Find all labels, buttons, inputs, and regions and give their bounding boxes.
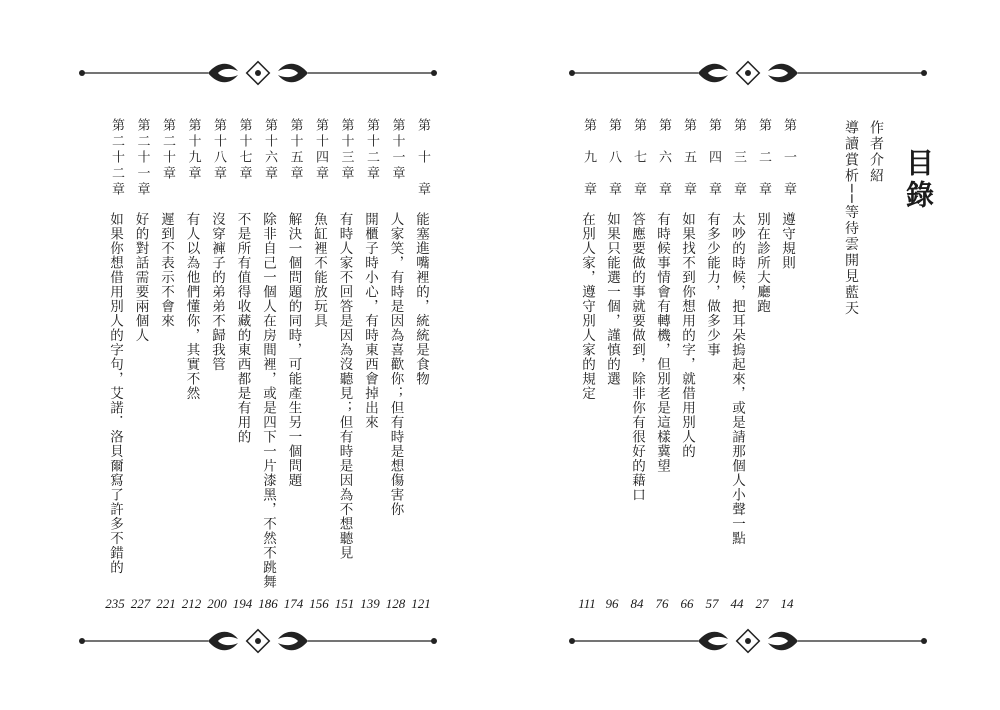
chapter-title: 除非自己一個人在房間裡，或是四下一片漆黑，不然不跳舞 — [260, 212, 276, 589]
page-number: 128 — [385, 596, 406, 611]
bottom-left-ornament — [78, 626, 438, 656]
page-number: 200 — [207, 596, 227, 611]
chapter-number: 第十二章 — [364, 118, 379, 182]
chapter-number: 第 六 章 — [656, 118, 671, 198]
reading-guide-link[interactable]: 導讀賞析──等待雲開見藍天 — [843, 120, 859, 317]
chapter-title: 有時人家不回答是因為沒聽見；但有時是因為不想聽見 — [336, 212, 353, 560]
page-number: 96 — [605, 596, 619, 611]
chapter-number: 第 七 章 — [631, 118, 646, 198]
chapter-number: 第二十二章 — [109, 118, 124, 198]
chapter-number: 第 三 章 — [731, 118, 746, 198]
chapter-title: 如果只能選一個，謹慎的選 — [604, 212, 620, 386]
page-number: 194 — [232, 596, 253, 611]
page-number: 111 — [578, 596, 596, 611]
page-number: 186 — [258, 596, 278, 611]
chapter-title: 在別人家，遵守別人家的規定 — [579, 212, 595, 401]
chapter-title: 有人以為他們懂你，其實不然 — [183, 212, 200, 401]
chapter-number: 第十六章 — [262, 118, 277, 182]
page-number: 66 — [680, 596, 694, 611]
chapter-title: 解決一個問題的同時，可能產生另一個問題 — [285, 212, 302, 488]
page-number: 44 — [730, 596, 744, 611]
chapter-title: 別在診所大廳跑 — [754, 212, 770, 314]
page-number: 227 — [130, 596, 151, 611]
chapter-number: 第 十 章 — [415, 118, 430, 198]
page-number: 139 — [360, 596, 380, 611]
chapter-title: 遵守規則 — [779, 212, 795, 270]
chapter-title: 太吵的時候，把耳朵摀起來，或是請那個人小聲一點 — [729, 212, 745, 546]
chapter-title: 沒穿褲子的弟弟不歸我管 — [209, 212, 225, 372]
author-intro-link[interactable]: 作者介紹 — [868, 120, 884, 184]
chapter-title: 不是所有值得收藏的東西都是有用的 — [234, 212, 251, 444]
page-number: 212 — [181, 596, 202, 611]
chapter-number: 第 八 章 — [606, 118, 621, 198]
page-number: 174 — [283, 596, 304, 611]
page-title: 目錄 — [902, 148, 935, 212]
chapter-title: 答應要做的事就要做到，除非你有很好的藉口 — [629, 212, 645, 502]
chapter-number: 第二十一章 — [134, 118, 150, 198]
chapter-number: 第十九章 — [185, 118, 201, 182]
chapter-title: 開櫃子時小心，有時東西會掉出來 — [362, 212, 378, 430]
top-right-ornament — [568, 58, 928, 88]
chapter-number: 第 九 章 — [581, 118, 596, 198]
page-number: 235 — [105, 596, 125, 611]
chapter-title: 遲到不表示不會來 — [158, 212, 174, 328]
chapter-number: 第十七章 — [236, 118, 252, 182]
page-number: 57 — [705, 596, 719, 611]
chapter-number: 第 一 章 — [781, 118, 796, 198]
chapter-title: 有時候事情會有轉機，但別老是這樣冀望 — [654, 212, 670, 473]
chapter-number: 第十一章 — [389, 118, 405, 182]
chapter-number: 第十八章 — [211, 118, 226, 182]
chapter-number: 第 五 章 — [681, 118, 696, 198]
page-number: 84 — [630, 596, 644, 611]
page-number: 151 — [334, 596, 355, 611]
page-number: 221 — [156, 596, 176, 611]
chapter-title: 能塞進嘴裡的，統統是食物 — [413, 212, 429, 386]
chapter-title: 有多少能力，做多少事 — [704, 212, 720, 357]
bottom-right-ornament — [568, 626, 928, 656]
page-number: 14 — [780, 596, 794, 611]
page-number: 76 — [655, 596, 669, 611]
chapter-number: 第 四 章 — [706, 118, 721, 198]
top-left-ornament — [78, 58, 438, 88]
chapter-number: 第 二 章 — [756, 118, 771, 198]
chapter-title: 人家笑，有時是因為喜歡你；但有時是想傷害你 — [387, 212, 404, 517]
chapter-title: 如果你想借用別人的字句，艾諾．洛貝爾寫了許多不錯的 — [107, 212, 123, 575]
chapter-number: 第十三章 — [338, 118, 354, 182]
page-number: 121 — [411, 596, 431, 611]
chapter-number: 第十四章 — [313, 118, 328, 182]
chapter-title: 如果找不到你想用的字，就借用別人的 — [679, 212, 695, 459]
page-number: 156 — [309, 596, 329, 611]
chapter-number: 第二十章 — [160, 118, 175, 182]
page-number: 27 — [755, 596, 769, 611]
chapter-title: 魚缸裡不能放玩具 — [311, 212, 327, 328]
chapter-number: 第十五章 — [287, 118, 303, 182]
chapter-title: 好的對話需要兩個人 — [132, 212, 149, 343]
